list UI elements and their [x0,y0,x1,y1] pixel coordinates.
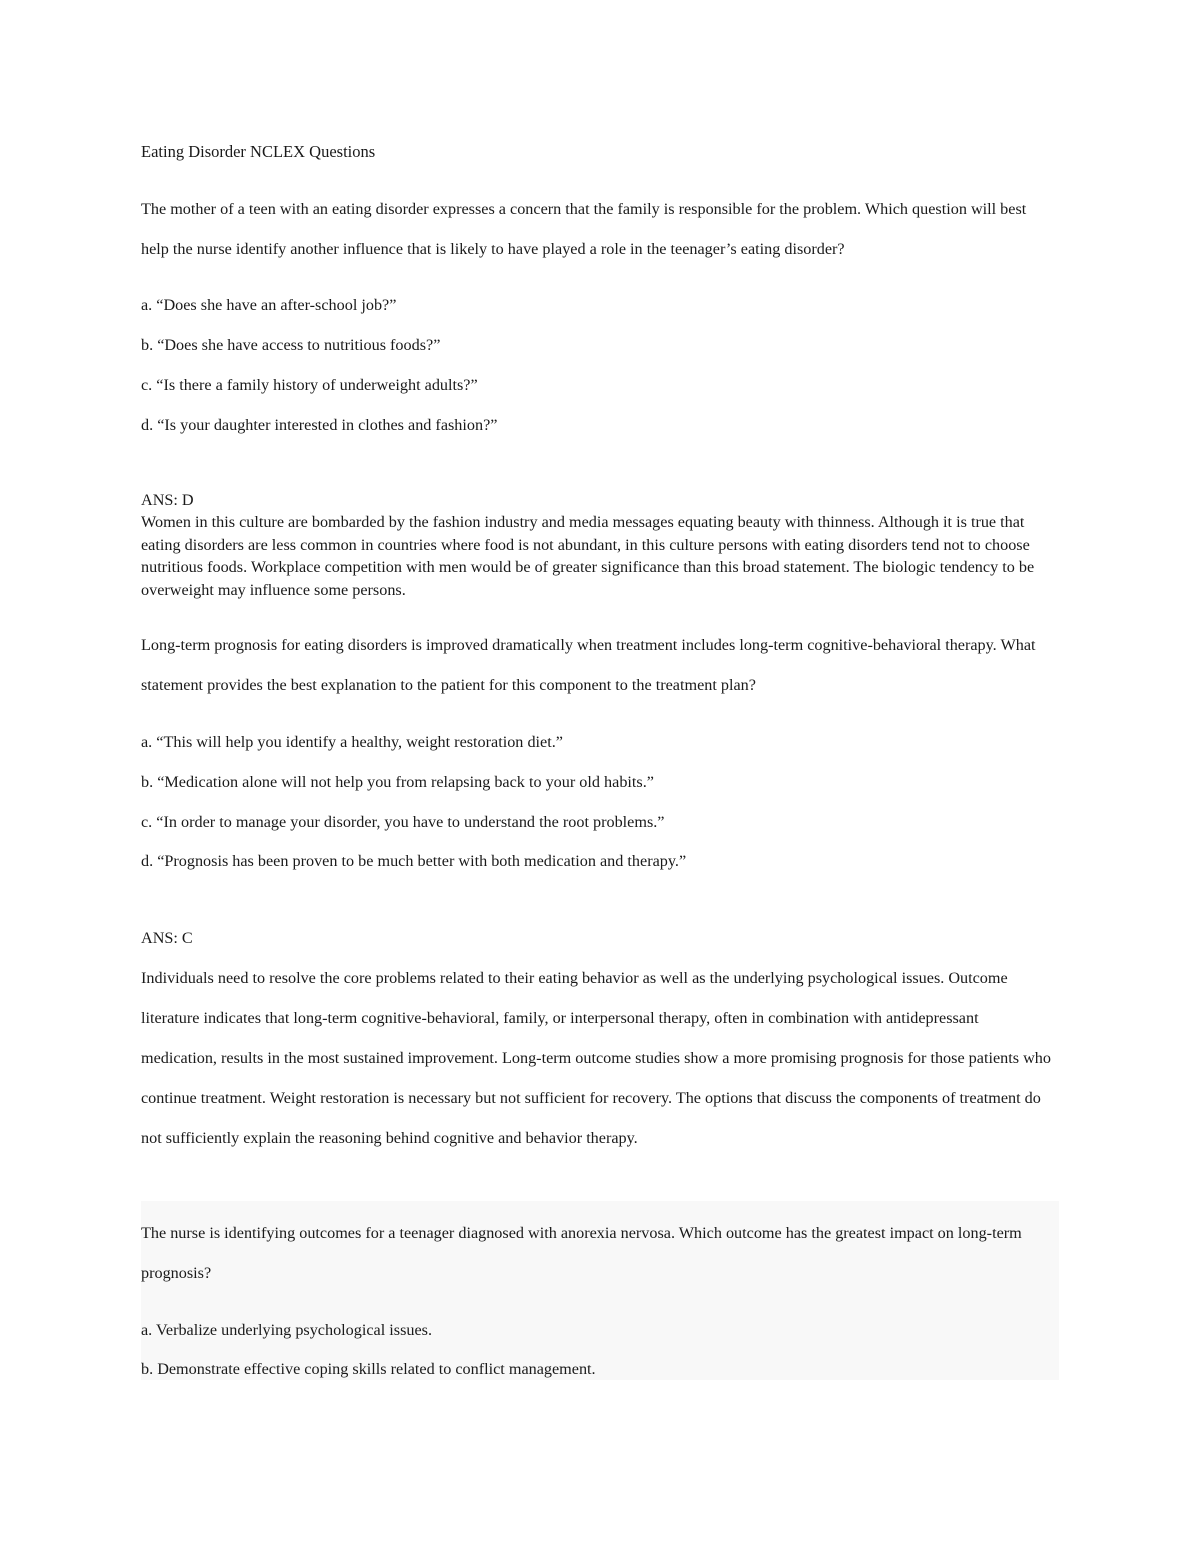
question-1-answer: ANS: D [141,491,194,509]
question-2-option-d: d. “Prognosis has been proven to be much better with both medication and therapy.” [141,852,687,870]
question-1-stem: The mother of a teen with an eating disorder expresses a concern that the family is responsible for the problem. Which question will best help the nurse identify another influence that is likely to have played a role in the teenager’s eating disorder? [141,200,1027,258]
question-2-rationale: Individuals need to resolve the core problems related to their eating behavior as well as the underlying psychological issues. Outcome literature indicates that long-term cognitive-behavioral, family, or interpersonal therapy, often in combination with antidepressant medication, results in the most sustained improvement. Long-term outcome studies show a more promising prognosis for those patients who continue treatment. Weight restoration is necessary but not sufficient for recovery. The options that discuss the components of treatment do not sufficiently explain the reasoning behind cognitive and behavior therapy. [141,969,1051,1147]
question-3-stem: The nurse is identifying outcomes for a teenager diagnosed with anorexia nervosa. Which outcome has the greatest impact on long-term prognosis? [141,1224,1022,1282]
question-1-option-b: b. “Does she have access to nutritious foods?” [141,336,441,354]
question-3-option-a: a. Verbalize underlying psychological issues. [141,1321,433,1339]
question-1-option-a: a. “Does she have an after-school job?” [141,296,397,314]
document-title: Eating Disorder NCLEX Questions [141,142,376,161]
question-2-option-c: c. “In order to manage your disorder, you have to understand the root problems.” [141,813,665,831]
question-2-option-b: b. “Medication alone will not help you from relapsing back to your old habits.” [141,773,654,791]
question-3-option-b: b. Demonstrate effective coping skills related to conflict management. [141,1360,596,1378]
question-2-stem: Long-term prognosis for eating disorders is improved dramatically when treatment includes long-term cognitive-behavioral therapy. What statement provides the best explanation to the patient for this component to the treatment plan? [141,636,1036,694]
question-2-answer: ANS: C [141,929,193,947]
question-1-option-d: d. “Is your daughter interested in clothes and fashion?” [141,416,498,434]
question-2-option-a: a. “This will help you identify a healthy, weight restoration diet.” [141,733,563,751]
question-1-rationale: Women in this culture are bombarded by the fashion industry and media messages equating beauty with thinness. Although it is true that eating disorders are less common in countries where food is not abundant, in this culture persons with eating disorders tend not to choose nutritious foods. Workplace competition with men would be of greater significance than this broad statement. The biologic tendency to be overweight may influence some persons. [141,513,1035,599]
question-1-option-c: c. “Is there a family history of underweight adults?” [141,376,478,394]
